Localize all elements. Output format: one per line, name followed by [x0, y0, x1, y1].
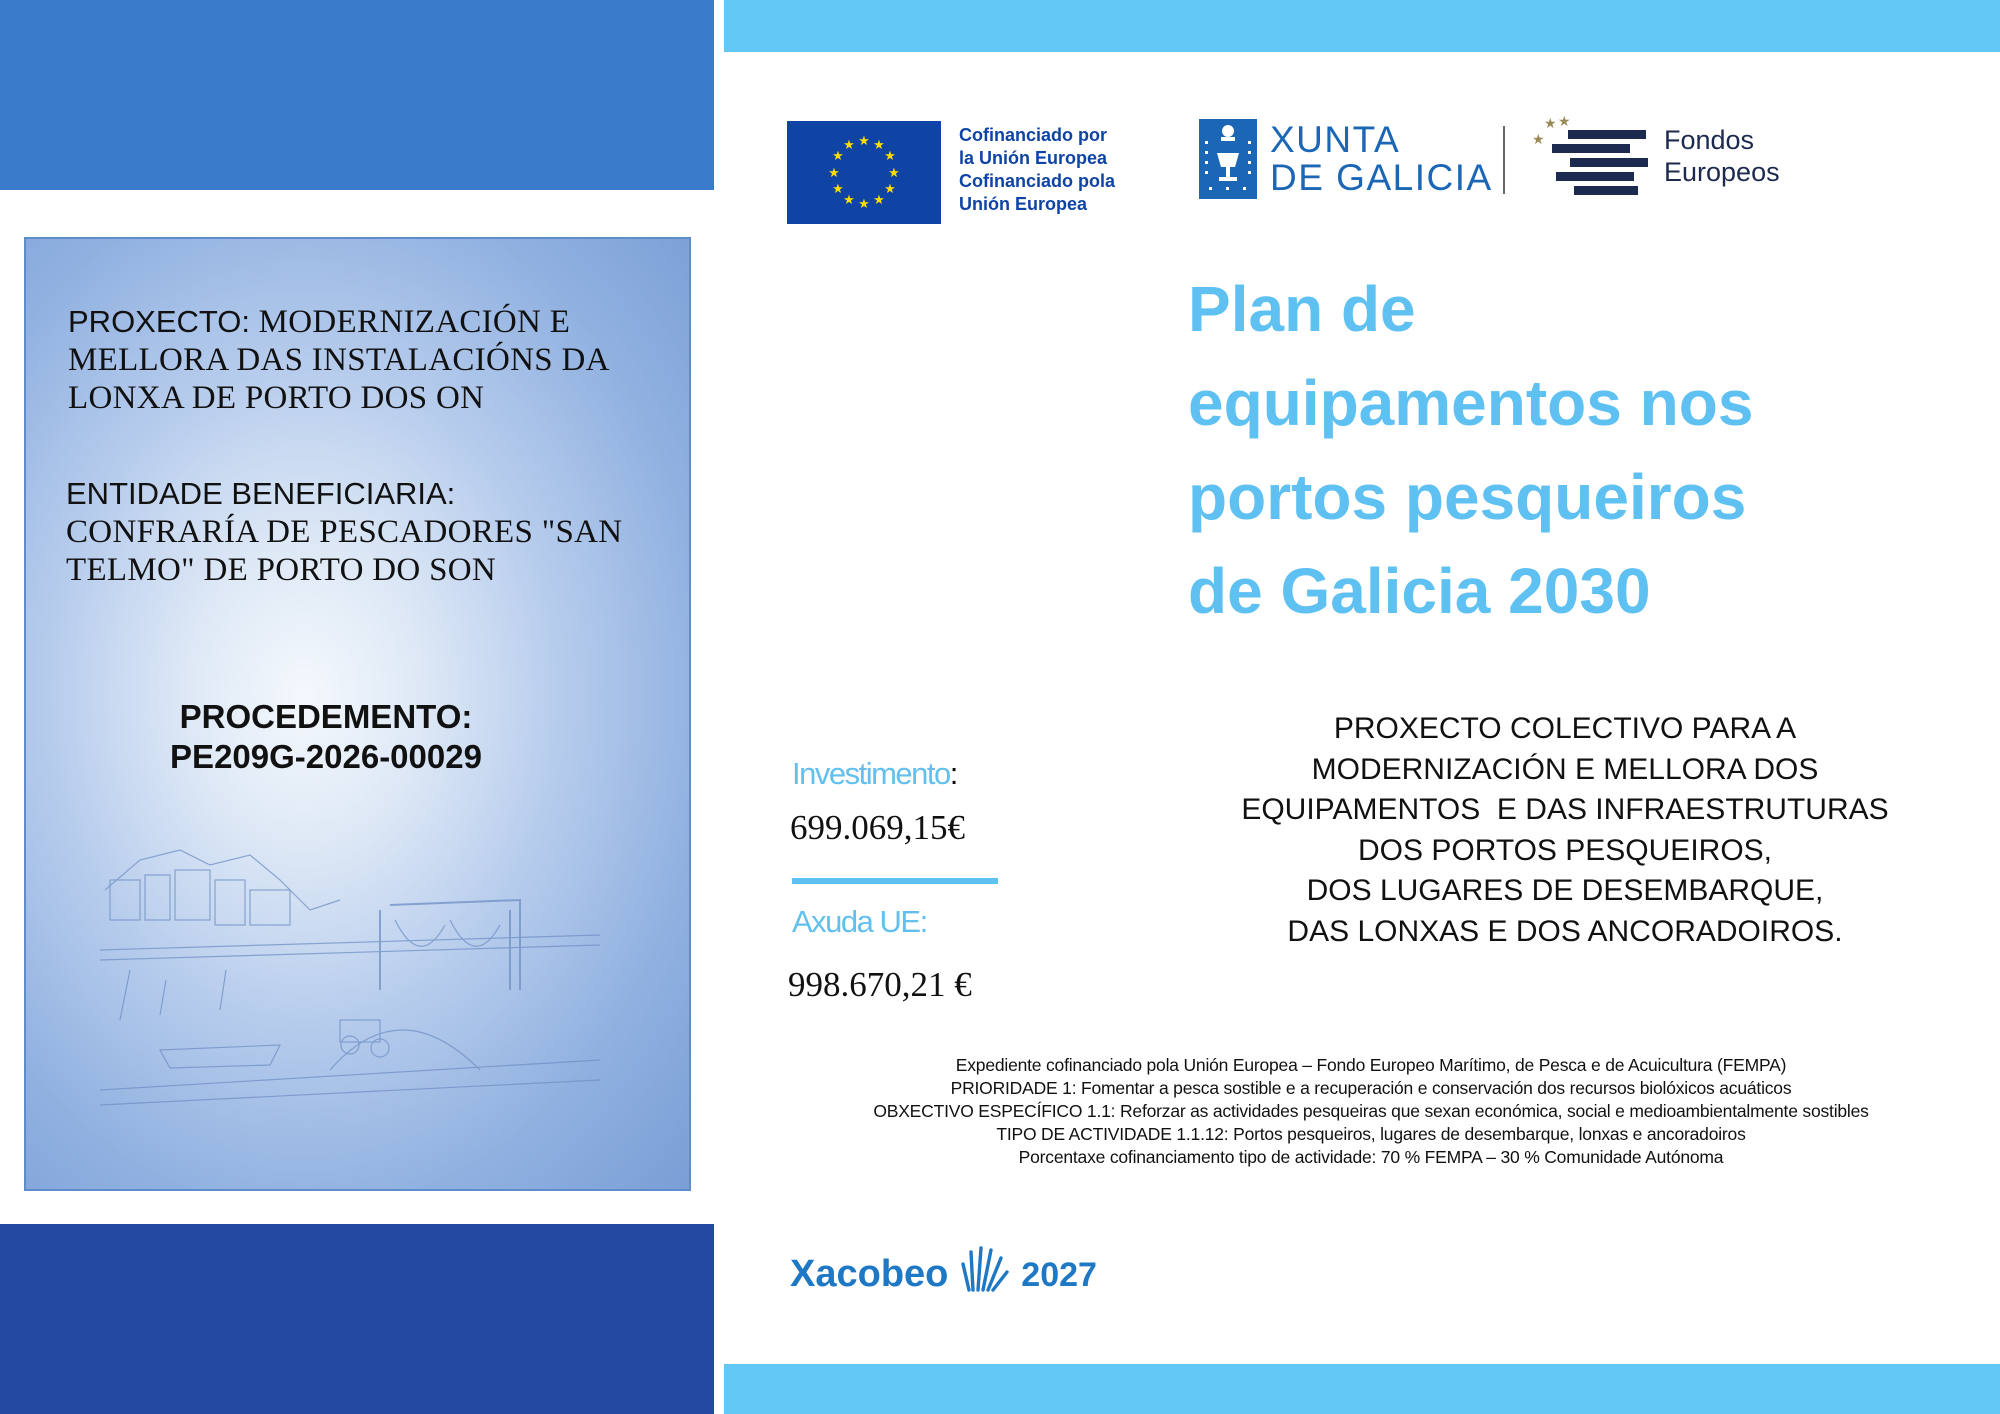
eu-text-line-1: Cofinanciado por [959, 125, 1107, 145]
project-description [1200, 709, 1930, 952]
eu-text-line-3: Cofinanciado pola [959, 171, 1116, 191]
left-top-band [0, 0, 714, 190]
project-desc-line-5: DOS LUGARES DE DESEMBARQUE, [1306, 874, 1824, 907]
beneficiary-line-1: CONFRARÍA DE PESCADORES "SAN [66, 514, 623, 550]
note-line-5: Porcentaxe cofinanciamento tipo de actividade: 70 % FEMPA – 30 % Comunidade Autónoma [1018, 1147, 1724, 1167]
svg-text:★: ★ [832, 149, 844, 164]
plan-title-line-4: de Galicia 2030 [1188, 555, 1651, 627]
svg-text:★: ★ [1532, 132, 1545, 148]
project-line-2: MELLORA DAS INSTALACIÓNS DA [68, 342, 610, 378]
xunta-wordmark [1270, 121, 1493, 197]
project-label: PROXECTO: [68, 304, 259, 339]
left-bottom-band [0, 1224, 714, 1414]
svg-text:★: ★ [828, 166, 840, 181]
svg-text:★: ★ [873, 138, 885, 153]
funding-divider [792, 878, 998, 884]
procedure-label: PROCEDEMENTO: [179, 698, 473, 735]
plan-title [1188, 262, 1948, 638]
funding-notes [810, 1054, 1932, 1169]
note-line-2: PRIORIDADE 1: Fomentar a pesca sostible e a recuperación e conservación dos recursos biolóxicos acuáticos [950, 1078, 1792, 1098]
aid-label: Axuda UE: [792, 904, 927, 939]
beneficiary-label: ENTIDADE BENEFICIARIA: [66, 476, 456, 511]
eu-text-line-4: Unión Europea [959, 194, 1088, 214]
project-desc-line-4: DOS PORTOS PESQUEIROS, [1358, 833, 1772, 867]
fondos-europeos-text [1664, 124, 1780, 188]
svg-text:★: ★ [832, 182, 844, 197]
svg-text:★: ★ [888, 166, 900, 181]
xunta-line-2: DE GALICIA [1270, 157, 1493, 198]
svg-text:★: ★ [843, 193, 855, 208]
xacobeo-shell-icon [959, 1244, 1011, 1296]
project-line-3: LONXA DE PORTO DOS ON [68, 380, 485, 416]
investment-colon: : [949, 756, 957, 791]
note-line-1: Expediente cofinanciado pola Unión Europea – Fondo Europeo Marítimo, de Pesca e de Acuicultura (FEMPA) [955, 1055, 1787, 1075]
eu-text-line-2: la Unión Europea [959, 148, 1108, 168]
xacobeo-year: 2027 [1021, 1256, 1097, 1294]
xunta-line-1: XUNTA [1270, 119, 1401, 160]
logo-divider [1503, 126, 1505, 194]
investment-label-text: Investimento [792, 756, 950, 791]
svg-text:★: ★ [884, 182, 896, 197]
fondos-europeos-icon [1530, 112, 1654, 198]
svg-text:★: ★ [884, 149, 896, 164]
xacobeo-logo [790, 1244, 1097, 1304]
project-title [68, 303, 678, 417]
note-line-3: OBXECTIVO ESPECÍFICO 1.1: Reforzar as actividades pesqueiras que sexan económica, social e medioambientalmente sostibles [873, 1101, 1869, 1121]
svg-text:★: ★ [843, 138, 855, 153]
eu-cofinancing-text [959, 124, 1115, 216]
right-bottom-band [724, 1364, 2000, 1414]
project-line-1: MODERNIZACIÓN E [258, 304, 571, 340]
svg-text:★: ★ [858, 197, 870, 212]
plan-title-line-3: portos pesqueiros [1188, 461, 1747, 533]
right-top-band [724, 0, 2000, 52]
harbour-illustration [100, 820, 600, 1120]
procedure-code: PE209G-2026-00029 [170, 738, 482, 775]
beneficiary-block [66, 475, 686, 589]
aid-value: 998.670,21 € [788, 965, 972, 1004]
beneficiary-line-2: TELMO" DE PORTO DO SON [66, 552, 496, 588]
plan-title-line-1: Plan de [1188, 273, 1416, 345]
svg-text:★: ★ [858, 134, 870, 149]
project-desc-line-2: MODERNIZACIÓN E MELLORA DOS [1311, 752, 1819, 786]
procedure-block [56, 697, 596, 777]
note-line-4: TIPO DE ACTIVIDADE 1.1.12: Portos pesqueiros, lugares de desembarque, lonxas e ancoradoiros [996, 1124, 1746, 1144]
eu-flag-icon [787, 121, 941, 224]
plan-title-line-2: equipamentos nos [1188, 367, 1754, 439]
investment-value: 699.069,15€ [790, 808, 965, 847]
svg-text:★: ★ [1558, 114, 1571, 130]
project-desc-line-3: EQUIPAMENTOS E DAS INFRAESTRUTURAS [1241, 793, 1889, 826]
svg-text:★: ★ [1544, 116, 1557, 132]
investment-label [792, 756, 957, 792]
fondos-line-1: Fondos [1664, 125, 1755, 155]
svg-text:★: ★ [873, 193, 885, 208]
project-desc-line-1: PROXECTO COLECTIVO PARA A [1333, 712, 1797, 745]
fondos-line-2: Europeos [1664, 157, 1780, 187]
xunta-crest-icon [1199, 119, 1257, 199]
xacobeo-word: Xacobeo [790, 1253, 949, 1295]
project-desc-line-6: DAS LONXAS E DOS ANCORADOIROS. [1287, 914, 1843, 948]
